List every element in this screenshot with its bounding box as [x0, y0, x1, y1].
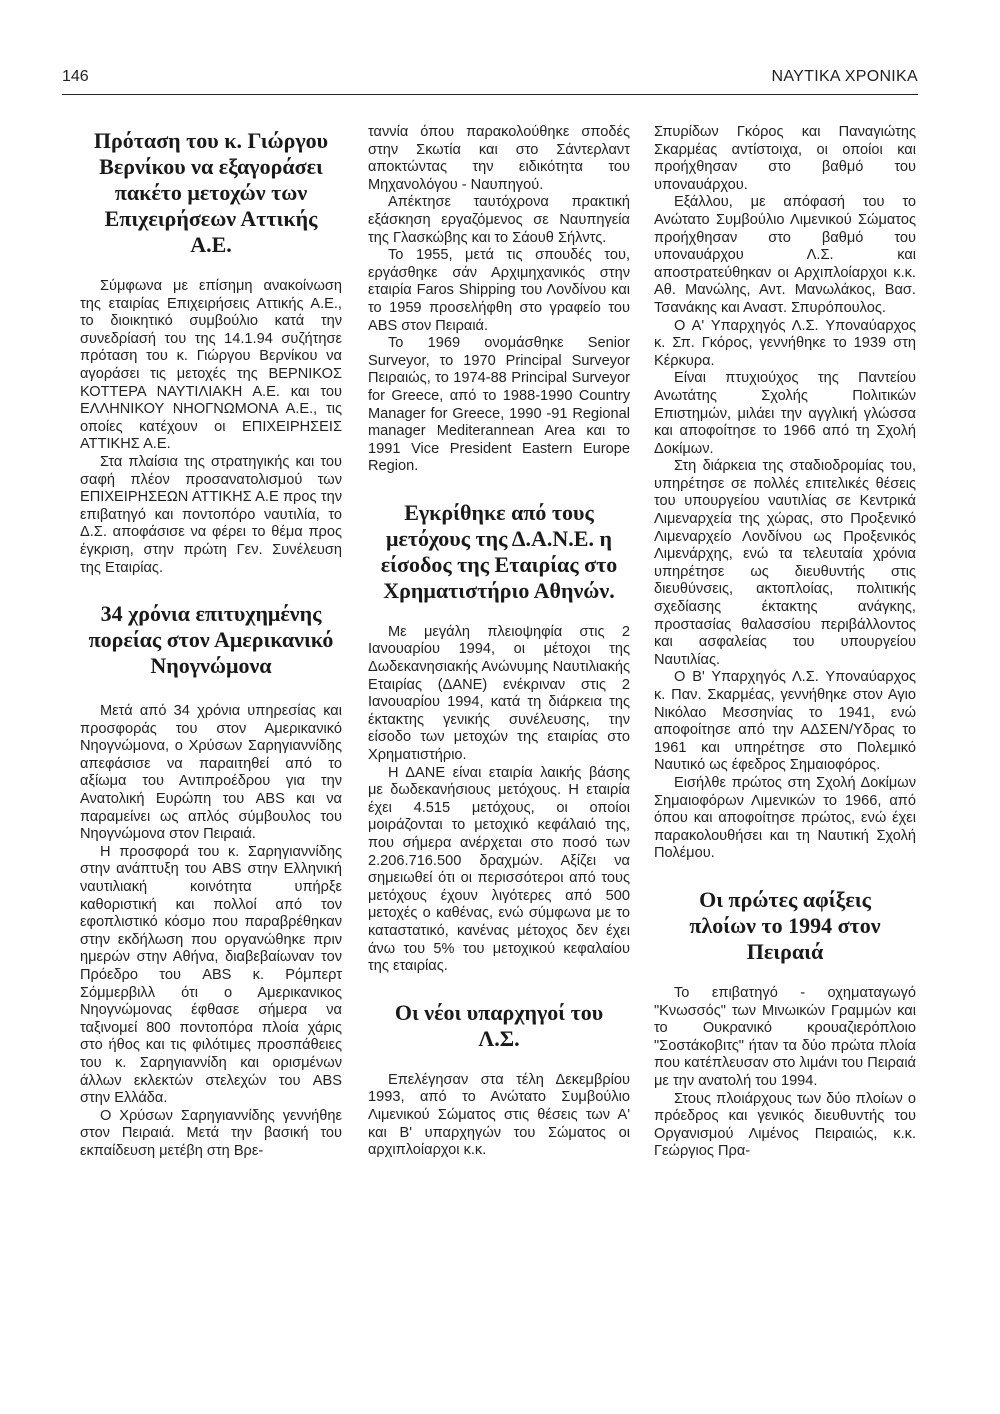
paragraph: Το 1955, μετά τις σπουδές του, εργάσθηκε σάν Αρχιμηχανικός στην εταιρία Faros Shipping του Λονδίνου και το 1959 προσελήφθη στο γραφείο του ABS στον Πειραιά.: [368, 247, 630, 334]
article-title-vernikos: Πρόταση του κ. Γιώργου Βερνίκου να εξαγοράσει πακέτο μετοχών των Επιχειρήσεων Αττικής Α.Ε.: [93, 128, 329, 257]
paragraph: Απέκτησε ταυτόχρονα πρακτική εξάσκηση εργαζόμενος σε Ναυπηγεία της Γλασκώβης και το Σάουθ Σήλντς.: [368, 194, 630, 246]
article-title-abs: 34 χρόνια επιτυχημένης πορείας στον Αμερικανικό Νηογνώμονα: [88, 601, 334, 679]
column-2: [368, 124, 630, 1160]
paragraph: ταννία όπου παρακολούθηκε σποδές στην Σκωτία και στο Σάντερλαντ αποκτώντας την ειδικότητα του Μηχανολόγου - Ναυπηγού.: [368, 124, 630, 193]
page-number: 146: [62, 68, 89, 85]
publication-title: ΝΑΥΤΙΚΑ ΧΡΟΝΙΚΑ: [771, 68, 918, 85]
paragraph: Η ΔΑΝΕ είναι εταιρία λαικής βάσης με δωδεκανήσιους μετόχους. Η εταιρία έχει 4.515 μετόχους, οι οποίοι μοιράζονται το μετοχικό κεφάλαιό της, που σήμερα ανέρχεται στο ποσό των 2.206.716.500 δραχμών. Αξίζει να σημειωθεί ότι οι περισσότεροι από τους μετόχους έχουν λιγότερες από 500 μετοχές ο καθένας, ενώ σύμφωνα με το καταστατικό, κανένας μέτοχος δεν έχει άνω του 5% του μετοχικού κεφαλαίου της εταιρίας.: [368, 764, 630, 975]
article-title-dane: Εγκρίθηκε από τους μετόχους της Δ.Α.Ν.Ε. η είσοδος της Εταιρίας στο Χρηματιστήριο Αθηνών.: [380, 499, 618, 603]
page-header: [62, 68, 918, 95]
paragraph: Με μεγάλη πλειοψηφία στις 2 Ιανουαρίου 1994, οι μέτοχοι της Δωδεκανησιακής Ανώνυμης Ναυτιλιακής Εταιρίας (ΔΑΝΕ) ενέκριναν στις 2 Ιανουαρίου 1994, κατά τη διάρκεια της έκτακτης γενικής συνέλευσης, την είσοδο των μετοχών της εταιρίας στο Χρηματιστήριο.: [368, 623, 630, 764]
column-1: [80, 128, 342, 1161]
paragraph: Εισήλθε πρώτος στη Σχολή Δοκίμων Σημαιοφόρων Λιμενικών το 1966, από όπου και αποφοίτησε πρώτος, ενώ έχει παρακολουθήσει και τη Ναυτική Σχολή Πολέμου.: [654, 774, 916, 862]
paragraph: Η προσφορά του κ. Σαρηγιαννίδης στην ανάπτυξη του ABS στην Ελληνική ναυτιλιακή κοινότητα υπήρξε καθοριστική και πολλοί από τον εφοπλιστικό κόσμο που παραβρέθηκαν στην εκδήλωση που οργανώθηκε πριν ημερών στην Αθήνα, διαβεβαίωναν τον Πρόεδρο του ABS κ. Ρόμπερτ Σόμμερβιλλ ότι ο Αμερικανικος Νηογνώμονας έφθασε σήμερα να ταξινομεί 800 ποντοπόρα πλοία χάρις στο ήθος και τις φιλότιμες προσπάθειες του κ. Σαρηγιαννίδη και ορισμένων άλλων εκλεκτών στελεχών του ABS στην Ελλάδα.: [80, 843, 342, 1107]
article-title-deputy-chiefs: Οι νέοι υπαρχηγοί του Λ.Σ.: [394, 999, 604, 1051]
paragraph: Σπυρίδων Γκόρος και Παναγιώτης Σκαρμέας αντίστοιχα, οι οποίοι και προήχθησαν στο βαθμό του υποναυάρχου.: [654, 124, 916, 193]
paragraph: Ο Α' Υπαρχηγός Λ.Σ. Υποναύαρχος κ. Σπ. Γκόρος, γεννήθηκε το 1939 στη Κέρκυρα.: [654, 317, 916, 369]
paragraph: Εξάλλου, με απόφασή του το Ανώτατο Συμβούλιο Λιμενικού Σώματος προήχθησαν στο βαθμό του υποναυάρχου Λ.Σ. και αποστρατεύθηκαν οι Αρχιπλοίαρχοι κ.κ. Αθ. Μανώλης, Αντ. Μανωλάκος, Βασ. Τσανάκης και Αναστ. Σπυρόπουλος.: [654, 194, 916, 316]
paragraph: Το επιβατηγό - οχηματαγωγό "Κνωσσός" των Μινωικών Γραμμών και το Ουκρανικό κρουαζιερόπλοιο "Σοστάκοβιτς" ήταν τα δύο πρώτα πλοία που κατέπλευσαν στο λιμάνι του Πειραιά με την ανατολή του 1994.: [654, 984, 916, 1089]
article-title-first-arrivals: Οι πρώτες αφίξεις πλοίων το 1994 στον Πειραιά: [689, 886, 881, 964]
paragraph: Επελέγησαν στα τέλη Δεκεμβρίου 1993, από το Ανώτατο Συμβούλιο Λιμενικού Σώματος στις θέσεις των Α' και Β' υπαρχηγών του Σώματος οι αρχιπλοίαρχοι κ.κ.: [368, 1071, 630, 1159]
paragraph: Σύμφωνα με επίσημη ανακοίνωση της εταιρίας Επιχειρήσεις Αττικής Α.Ε., το διοικητικό συμβούλιο κατά την συνεδρίασή του της 14.1.94 συζήτησε πρόταση του κ. Γιώργου Βερνίκου να αγοράσει τις μετοχές της ΒΕΡΝΙΚΟΣ ΚΟΤΤΕΡΑ ΝΑΥΤΙΛΙΑΚΗ Α.Ε. και του ΕΛΛΗΝΙΚΟΥ ΝΗΟΓΝΩΜΟΝΑ Α.Ε., τις οποίες κατέχουν οι ΕΠΙΧΕΙΡΗΣΕΙΣ ΑΤΤΙΚΗΣ Α.Ε.: [80, 278, 342, 453]
column-3: [654, 124, 916, 1161]
paragraph: Στους πλοιάρχους των δύο πλοίων ο πρόεδρος και γενικός διευθυντής του Οργανισμού Λιμένος Πειραιώς, κ.κ. Γεώργιος Πρα-: [654, 1090, 916, 1160]
paragraph: Στα πλαίσια της στρατηγικής και του σαφή πλέον προσανατολισμού των ΕΠΙΧΕΙΡΗΣΕΩΝ ΑΤΤΙΚΗΣ Α.Ε προς την επιβατηγό και ποντοπόρο ναυτιλία, το Δ.Σ. αποφάσισε να φέρει το θέμα προς έγκριση, στην πρώτη Γεν. Συνέλευση της Εταιρίας.: [80, 453, 342, 576]
paragraph: Στη διάρκεια της σταδιοδρομίας του, υπηρέτησε σε πολλές επιτελικές θέσεις του υπουργείου ναυτιλίας σε Κεντρικά Λιμεναρχεία της χώρας, στο Προξενικό Λιμεναρχείο Λονδίνου ως Προξενικός Λιμενάρχης, ενώ τα τελευταία χρόνια υπηρέτησε ως διευθυντής στις διευθύνσεις, ακτοπλοίας, πολιτικής σχεδίασης έκτακτης ανάγκης, προστασίας θαλασσίου περιβάλλοντος και ασφαλείας του υπουργείου Ναυτιλίας.: [654, 458, 916, 668]
paragraph: Το 1969 ονομάσθηκε Senior Surveyor, το 1970 Principal Surveyor Πειραιώς, το 1974-88 Principal Surveyor for Greece, από το 1988-1990 Country Manager for Greece, 1990 -91 Regional manager Mediterannean Area και το 1991 Vice President Eastern Europe Region.: [368, 335, 630, 475]
paragraph: Ο Χρύσων Σαρηγιαννίδης γεννήθηε στον Πειραιά. Μετά την βασική του εκπαίδευση μετέβη στη Βρε-: [80, 1107, 342, 1159]
paragraph: Είναι πτυχιούχος της Παντείου Ανωτάτης Σχολής Πολιτικών Επιστημών, μιλάει την αγγλική γλώσσα και αποφοίτησε το 1966 από τη Σχολή Δοκίμων.: [654, 370, 916, 457]
paragraph: Ο Β' Υπαρχηγός Λ.Σ. Υποναύαρχος κ. Παν. Σκαρμέας, γεννήθηκε στον Αγιο Νικόλαο Μεσσηνίας το 1941, ενώ αποφοίτησε από την ΑΔΣΕΝ/Υδρας το 1961 και υπηρέτησε στο Πολεμικό Ναυτικό ως έφεδρος Σημαιοφόρος.: [654, 669, 916, 774]
paragraph: Μετά από 34 χρόνια υπηρεσίας και προσφοράς του στον Αμερικανικό Νηογνώμονα, ο Χρύσων Σαρηγιαννίδης απεφάσισε να παραιτηθεί από το αξίωμα του Αντιπροέδρου για την Ανατολική Ευρώπη του ABS και να παραμείνει ως απλός σύμβουλος του Νηογνώμονα στον Πειραιά.: [80, 703, 342, 843]
